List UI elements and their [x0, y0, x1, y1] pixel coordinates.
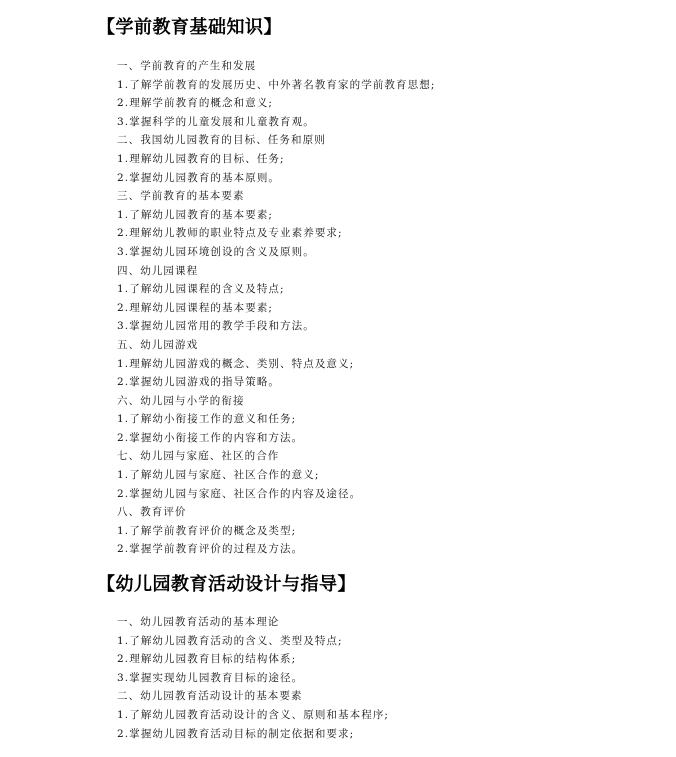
- outline-line: 3.掌握实现幼儿园教育目标的途径。: [117, 671, 304, 684]
- outline-line: 一、学前教育的产生和发展: [117, 60, 257, 72]
- outline-line: 1.了解学前教育的发展历史、中外著名教育家的学前教育思想;: [117, 78, 436, 91]
- outline-line: 一、幼儿园教育活动的基本理论: [117, 616, 280, 628]
- outline-line: 六、幼儿园与小学的衔接: [117, 394, 245, 407]
- outline-line: 二、幼儿园教育活动设计的基本要素: [117, 690, 303, 703]
- outline-line: 2.掌握幼小衔接工作的内容和方法。: [117, 431, 304, 444]
- outline-line: 1.了解学前教育评价的概念及类型;: [117, 524, 297, 537]
- outline-line: 1.了解幼小衔接工作的意义和任务;: [117, 413, 297, 426]
- outline-line: 四、幼儿园课程: [117, 264, 199, 277]
- outline-line: 八、教育评价: [117, 506, 187, 519]
- outline-line: 2.理解幼儿园教育目标的结构体系;: [117, 653, 297, 666]
- outline-line: 2.掌握幼儿园游戏的指导策略。: [117, 376, 281, 389]
- outline-line: 1.了解幼儿园课程的含义及特点;: [117, 283, 285, 296]
- section-body: [117, 613, 389, 743]
- outline-line: 七、幼儿园与家庭、社区的合作: [117, 450, 280, 463]
- section-heading: 【学前教育基础知识】: [97, 17, 282, 38]
- outline-line: 2.理解幼儿园课程的基本要素;: [117, 301, 274, 314]
- outline-line: 2.理解学前教育的概念和意义;: [117, 97, 274, 110]
- outline-line: 3.掌握幼儿园常用的教学手段和方法。: [117, 320, 315, 333]
- outline-line: 2.掌握学前教育评价的过程及方法。: [117, 543, 304, 556]
- outline-line: 2.理解幼儿教师的职业特点及专业素养要求;: [117, 227, 343, 240]
- outline-line: 1.了解幼儿园教育活动的含义、类型及特点;: [117, 634, 343, 647]
- outline-line: 3.掌握科学的儿童发展和儿童教育观。: [117, 115, 315, 128]
- outline-line: 2.掌握幼儿园教育活动目标的制定依据和要求;: [117, 727, 355, 740]
- section-heading: 【幼儿园教育活动设计与指导】: [97, 574, 356, 595]
- section-body: [117, 57, 435, 559]
- outline-line: 1.了解幼儿园教育活动设计的含义、原则和基本程序;: [117, 708, 390, 721]
- outline-line: 2.掌握幼儿园与家庭、社区合作的内容及途径。: [117, 487, 362, 500]
- outline-line: 1.理解幼儿园游戏的概念、类别、特点及意义;: [117, 357, 355, 370]
- outline-line: 2.掌握幼儿园教育的基本原则。: [117, 171, 281, 184]
- outline-line: 1.理解幼儿园教育的目标、任务;: [117, 152, 285, 165]
- outline-line: 二、我国幼儿园教育的目标、任务和原则: [117, 134, 326, 147]
- outline-line: 五、幼儿园游戏: [117, 338, 199, 351]
- outline-line: 3.掌握幼儿园环境创设的含义及原则。: [117, 245, 315, 258]
- outline-line: 1.了解幼儿园与家庭、社区合作的意义;: [117, 469, 320, 482]
- outline-line: 三、学前教育的基本要素: [117, 190, 245, 203]
- outline-line: 1.了解幼儿园教育的基本要素;: [117, 208, 274, 221]
